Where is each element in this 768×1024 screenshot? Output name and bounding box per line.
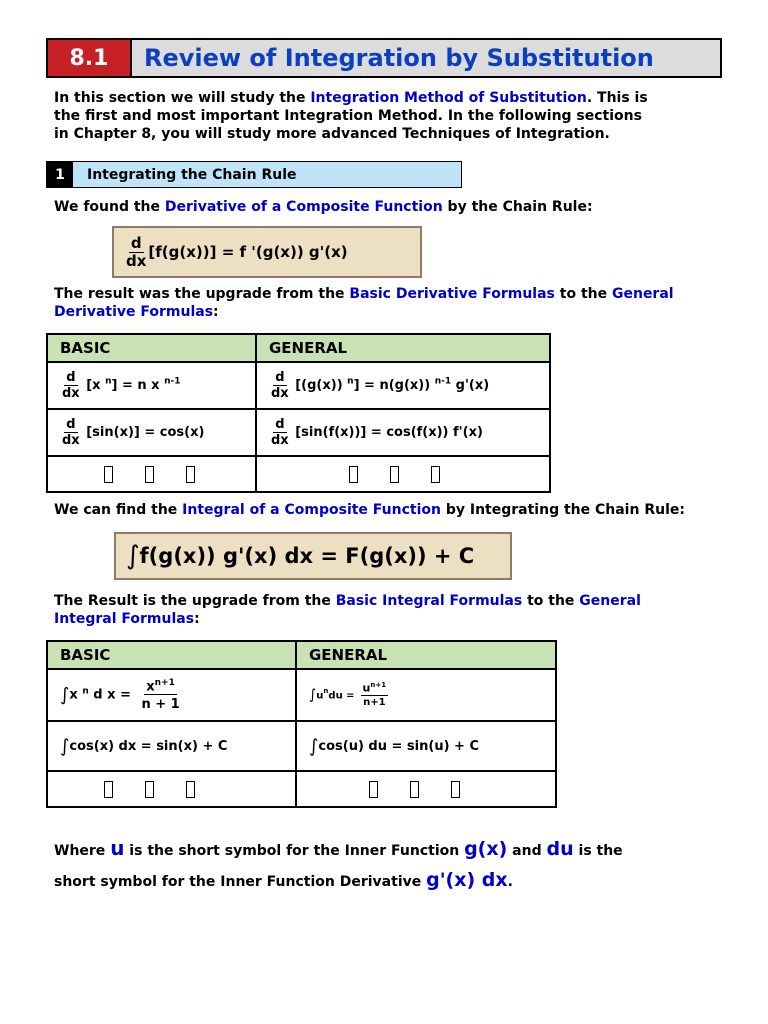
section-title: Review of Integration by Substitution	[132, 40, 720, 76]
table-cell	[296, 771, 556, 807]
substitution-explanation: Where u is the short symbol for the Inner Function g(x) and du is the short symbol for the Inner Function Derivative g'(x) dx.	[54, 836, 623, 891]
table-cell	[47, 456, 256, 492]
table-cell: ∫cos(x) dx = sin(x) + C	[47, 721, 296, 771]
derivative-upgrade-text: The result was the upgrade from the Basic Derivative Formulas to the General Derivative Formulas:	[54, 286, 674, 320]
chain-rule-formula: $\frac{d}{dx}$ [f(g(x))] = f '(g(x)) g'(x)	[112, 226, 422, 278]
derivative-formula-table	[46, 333, 551, 493]
subheading-number: 1	[47, 162, 73, 187]
intro-paragraph: In this section we will study the Integration Method of Substitution. This is the first and most important Integration Method. In the following sections in Chapter 8, you will study more advanced Techniques of Integration.	[54, 90, 648, 142]
missing-glyph-icon	[349, 466, 358, 483]
integral-formula-table	[46, 640, 557, 808]
section-number: 8.1	[48, 40, 132, 76]
table-cell: $\frac{d}{dx}$ [sin(x)] = cos(x)	[47, 409, 256, 456]
subheading-title: Integrating the Chain Rule	[73, 162, 461, 187]
table-cell: ∫cos(u) du = sin(u) + C	[296, 721, 556, 771]
integral-chain-rule-formula: ∫ f(g(x)) g'(x) dx = F(g(x)) + C	[114, 532, 512, 580]
integral-upgrade-text: The Result is the upgrade from the Basic Integral Formulas to the General Integral Formulas:	[54, 593, 641, 627]
missing-glyph-icon	[145, 781, 154, 798]
integral-intro: We can find the Integral of a Composite Function by Integrating the Chain Rule:	[54, 502, 685, 518]
missing-glyph-icon	[431, 466, 440, 483]
table-cell: $\frac{d}{dx}$ [sin(f(x))] = cos(f(x)) f'(x)	[256, 409, 550, 456]
missing-glyph-icon	[369, 781, 378, 798]
table-cell: ∫x $^n$ d x = $\frac{x^{n+1}}{n + 1}$	[47, 669, 296, 721]
missing-glyph-icon	[390, 466, 399, 483]
missing-glyph-icon	[186, 466, 195, 483]
table-cell	[47, 771, 296, 807]
missing-glyph-icon	[410, 781, 419, 798]
missing-glyph-icon	[451, 781, 460, 798]
missing-glyph-icon	[104, 466, 113, 483]
intro-link: Integration Method of Substitution	[310, 90, 587, 106]
table-cell: $\frac{d}{dx}$ [(g(x)) $^n$] = n(g(x)) $^{n-1}$ g'(x)	[256, 362, 550, 409]
table-cell: $\int u^ndu$ = $\frac{u^{n+1}}{n+1}$	[296, 669, 556, 721]
missing-glyph-icon	[145, 466, 154, 483]
table-header: GENERAL	[296, 641, 556, 669]
table-header: GENERAL	[256, 334, 550, 362]
missing-glyph-icon	[186, 781, 195, 798]
section-header	[46, 38, 722, 78]
subheading	[46, 161, 462, 188]
table-header: BASIC	[47, 334, 256, 362]
table-cell: $\frac{d}{dx}$ [x $^n$] = n x $^{n-1}$	[47, 362, 256, 409]
table-header: BASIC	[47, 641, 296, 669]
chain-rule-intro: We found the Derivative of a Composite Function by the Chain Rule:	[54, 199, 593, 215]
missing-glyph-icon	[104, 781, 113, 798]
table-cell	[256, 456, 550, 492]
